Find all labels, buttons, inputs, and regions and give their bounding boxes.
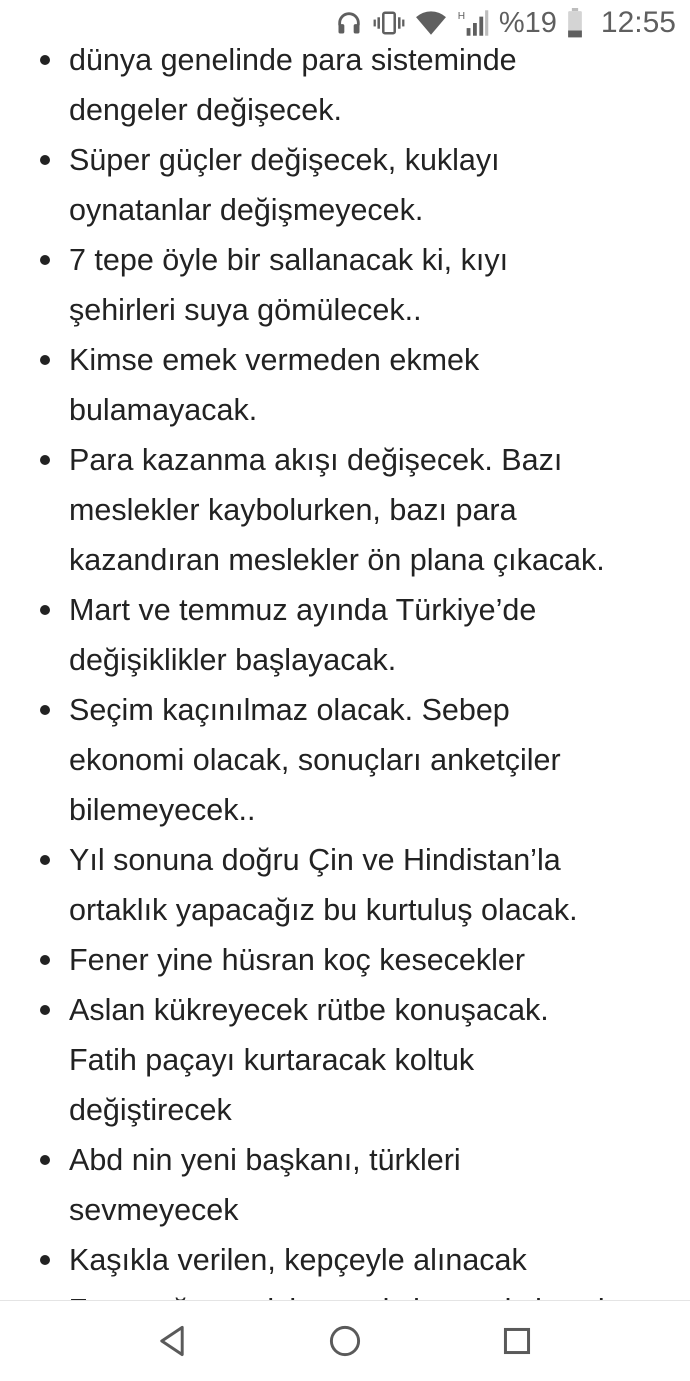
bullet-dot xyxy=(40,1255,50,1265)
clock: 12:55 xyxy=(600,6,676,39)
list-item xyxy=(0,1235,690,1285)
list-item-text: 7 tepe öyle bir sallanacak ki, kıyı şehirleri suya gömülecek.. xyxy=(69,243,509,327)
list-item-text: Yıl sonuna doğru Çin ve Hindistan’la ortaklık yapacağız bu kurtuluş olacak. xyxy=(69,843,578,927)
bullet-dot xyxy=(40,705,50,715)
list-item-text: Mart ve temmuz ayında Türkiye’de değişiklikler başlayacak. xyxy=(69,593,537,677)
list-item xyxy=(0,435,690,585)
list-item-text: Fener yine hüsran koç kesecekler xyxy=(69,943,526,977)
status-icons xyxy=(335,4,676,42)
list-item xyxy=(0,35,690,135)
status-bar xyxy=(0,0,690,46)
list-item-text: Para kazanma akışı değişecek. Bazı meslekler kaybolurken, bazı para kazandıran meslekler ön plana çıkacak. xyxy=(69,443,605,577)
bullet-dot xyxy=(40,455,50,465)
bullet-dot xyxy=(40,955,50,965)
battery-icon xyxy=(567,8,583,38)
list-item-text: Abd nin yeni başkanı, türkleri sevmeyecek xyxy=(69,1143,461,1227)
list-item xyxy=(0,835,690,935)
list-item xyxy=(0,935,690,985)
list-item-text: Seçim kaçınılmaz olacak. Sebep ekonomi olacak, sonuçları anketçiler bilemeyecek.. xyxy=(69,693,561,827)
list-item xyxy=(0,1135,690,1235)
list-item xyxy=(0,335,690,435)
bullet-dot xyxy=(40,605,50,615)
bullet-dot xyxy=(40,255,50,265)
list-item xyxy=(0,135,690,235)
bullet-dot xyxy=(40,1155,50,1165)
signal-icon xyxy=(457,9,489,37)
navigation-bar xyxy=(0,1300,690,1381)
wifi-icon xyxy=(415,10,447,36)
list-item xyxy=(0,985,690,1135)
home-button[interactable] xyxy=(321,1317,369,1365)
list-item xyxy=(0,585,690,685)
list-item-text: Kimse emek vermeden ekmek bulamayacak. xyxy=(69,343,480,427)
list-item-text: dünya genelinde para sisteminde dengeler değişecek. xyxy=(69,43,517,127)
bullet-dot xyxy=(40,855,50,865)
home-icon xyxy=(328,1324,362,1358)
bullet-list xyxy=(0,35,690,1335)
article-content xyxy=(0,35,690,1300)
bullet-dot xyxy=(40,155,50,165)
list-item-text: Kaşıkla verilen, kepçeyle alınacak xyxy=(69,1243,527,1277)
list-item-text: Süper güçler değişecek, kuklayı oynatanlar değişmeyecek. xyxy=(69,143,500,227)
svg-text:H: H xyxy=(457,11,465,23)
list-item xyxy=(0,235,690,335)
list-item-text: Aslan kükreyecek rütbe konuşacak. Fatih paçayı kurtaracak koltuk değiştirecek xyxy=(69,993,549,1127)
bullet-dot xyxy=(40,55,50,65)
bullet-dot xyxy=(40,1005,50,1015)
headphones-icon xyxy=(335,9,363,37)
back-icon xyxy=(157,1324,187,1358)
vibrate-icon xyxy=(373,9,405,37)
battery-percent: %19 xyxy=(498,7,557,39)
back-button[interactable] xyxy=(148,1317,196,1365)
bullet-dot xyxy=(40,355,50,365)
list-item xyxy=(0,685,690,835)
recents-button[interactable] xyxy=(493,1317,541,1365)
recents-icon xyxy=(502,1326,532,1356)
